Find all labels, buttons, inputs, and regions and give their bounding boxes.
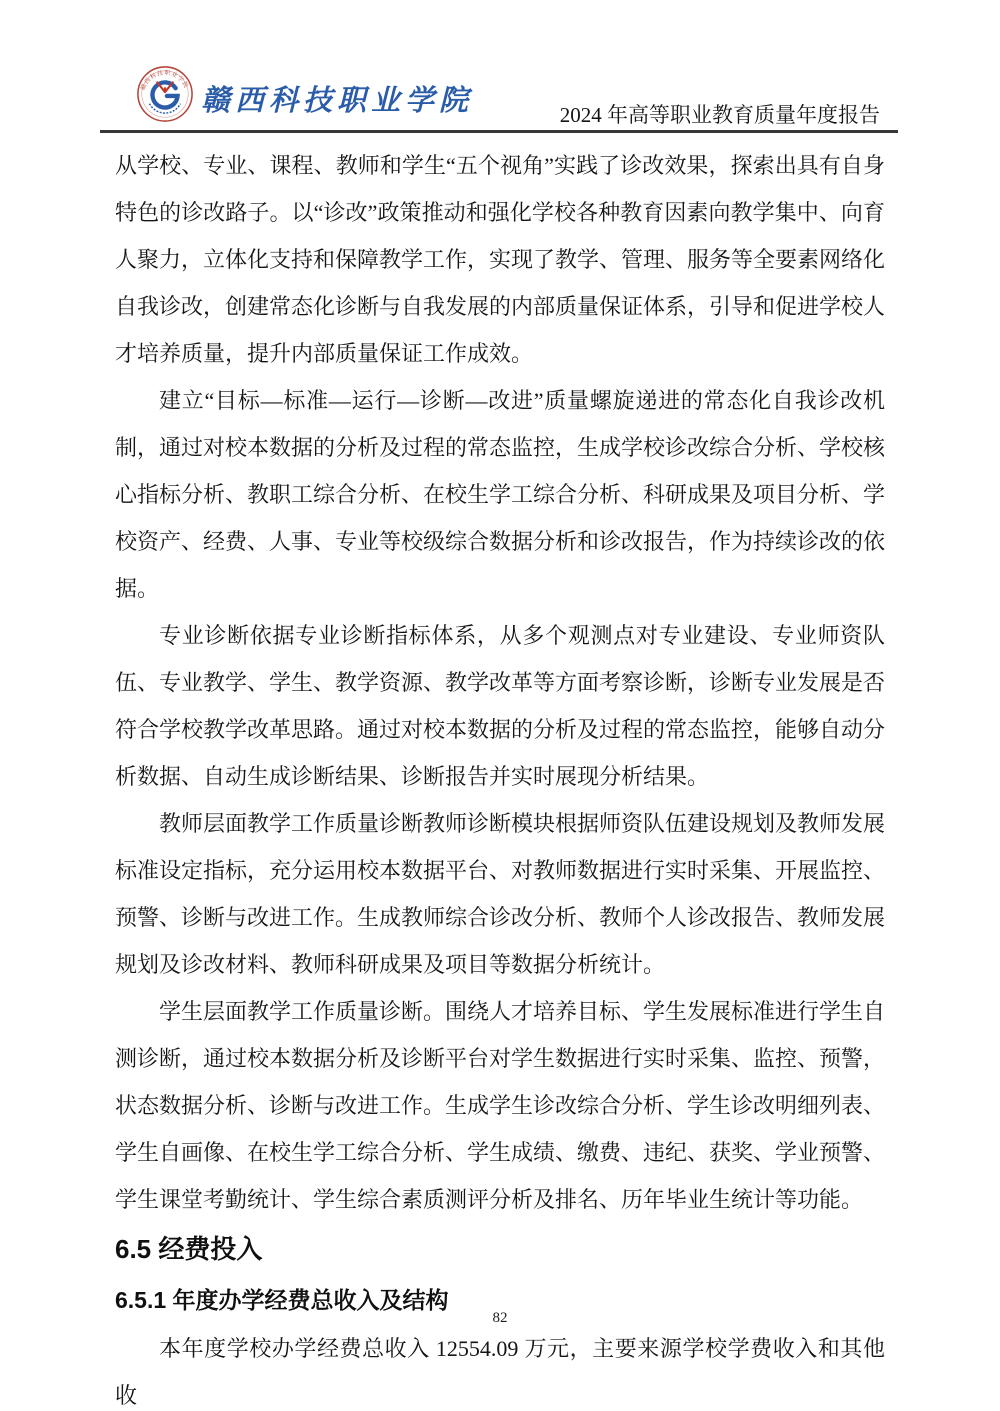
paragraph-6: 本年度学校办学经费总收入 12554.09 万元，主要来源学校学费收入和其他收 — [115, 1336, 885, 1408]
seal-ring-text: 赣西科技职业学院 — [140, 70, 189, 92]
school-seal-logo — [136, 65, 194, 123]
paragraph-1: 从学校、专业、课程、教师和学生“五个视角”实践了诊改效果，探索出具有自身特色的诊改路子。以“诊改”政策推动和强化学校各种教育因素向教学集中、向育人聚力，立体化支持和保障教学工作，实现了教学、管理、服务等全要素网络化自我诊改，创建常态化诊断与自我发展的内部质量保证体系，引导和促进学校人才培养质量，提升内部质量保证工作成效。 — [115, 153, 886, 366]
header-divider — [100, 130, 898, 133]
school-name: 赣西科技职业学院 — [201, 85, 474, 117]
section-heading-6-5: 6.5 经费投入 — [115, 1234, 263, 1264]
paragraph-4: 教师层面教学工作质量诊断教师诊断模块根据师资队伍建设规划及教师发展标准设定指标，充分运用校本数据平台、对教师数据进行实时采集、开展监控、预警、诊断与改进工作。生成教师综合诊改分析、教师个人诊改报告、教师发展规划及诊改材料、教师科研成果及项目等数据分析统计。 — [115, 811, 886, 977]
subsection-heading-6-5-1: 6.5.1 年度办学经费总收入及结构 — [115, 1287, 449, 1313]
school-seal-icon — [136, 65, 194, 123]
paragraph-2: 建立“目标—标准—运行—诊断—改进”质量螺旋递进的常态化自我诊改机制，通过对校本数据的分析及过程的常态监控，生成学校诊改综合分析、学校核心指标分析、教职工综合分析、在校生学工综合分析、科研成果及项目分析、学校资产、经费、人事、专业等校级综合数据分析和诊改报告，作为持续诊改的依据。 — [115, 388, 886, 601]
paragraph-5: 学生层面教学工作质量诊断。围绕人才培养目标、学生发展标准进行学生自测诊断，通过校本数据分析及诊断平台对学生数据进行实时采集、监控、预警，状态数据分析、诊断与改进工作。生成学生诊改综合分析、学生诊改明细列表、学生自画像、在校生学工综合分析、学生成绩、缴费、违纪、获奖、学业预警、学生课堂考勤统计、学生综合素质测评分析及排名、历年毕业生统计等功能。 — [115, 999, 886, 1212]
report-title: 2024 年高等职业教育质量年度报告 — [559, 103, 880, 127]
page-number: 82 — [492, 1310, 508, 1326]
paragraph-3: 专业诊断依据专业诊断指标体系，从多个观测点对专业建设、专业师资队伍、专业教学、学生、教学资源、教学改革等方面考察诊断，诊断专业发展是否符合学校教学改革思路。通过对校本数据的分析及过程的常态监控，能够自动分析数据、自动生成诊断结果、诊断报告并实时展现分析结果。 — [115, 623, 886, 789]
document-body — [115, 142, 885, 1411]
